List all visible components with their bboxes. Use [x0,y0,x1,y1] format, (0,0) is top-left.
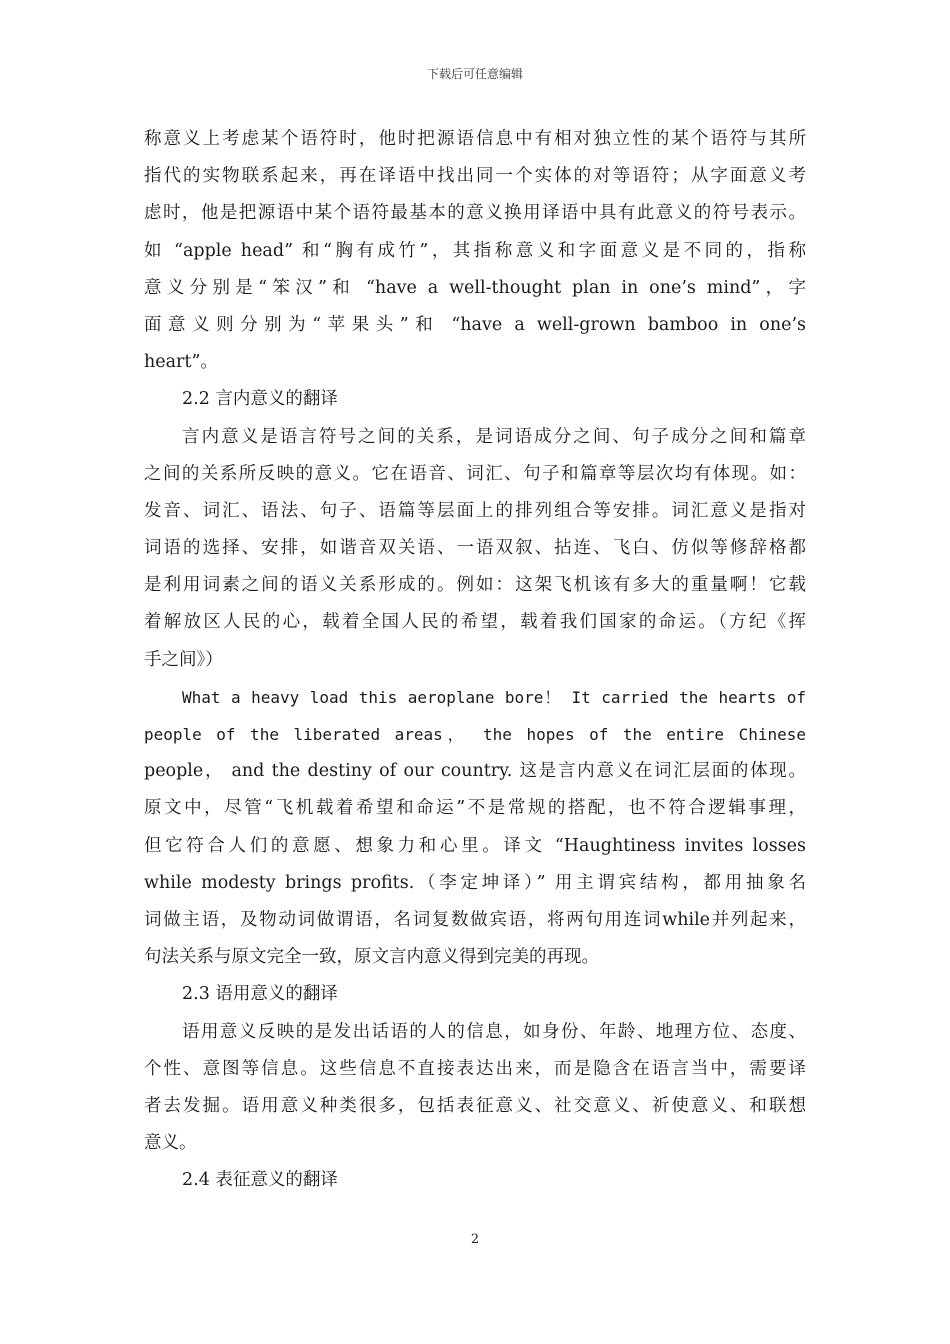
body-line: 发音、词汇、语法、句子、语篇等层面上的排列组合等安排。词汇意义是指对 [144,500,806,521]
body-line: 句法关系与原文完全一致，原文言内意义得到完美的再现。 [144,947,599,968]
paragraph-first-line: 言内意义是语言符号之间的关系，是词语成分之间、句子成分之间和篇章 [182,426,806,447]
body-line: 面意义则分别为“苹果头”和 “have a well-grown bamboo in one’s [144,314,806,335]
body-line: people， and the destiny of our country. 这是言内意义在词汇层面的体现。 [144,761,806,782]
body-line: 是利用词素之间的语义关系形成的。例如：这架飞机该有多大的重量啊！它载 [144,575,806,596]
section-heading-2-4: 2.4 表征意义的翻译 [182,1170,338,1191]
header-note: 下载后可任意编辑 [426,67,523,81]
body-line: 虑时，他是把源语中某个语符最基本的意义换用译语中具有此意义的符号表示。 [144,203,806,224]
body-line: 手之间》） [144,649,223,670]
body-line: 者去发掘。语用意义种类很多，包括表征意义、社交意义、祈使意义、和联想 [144,1095,806,1116]
section-heading-2-3: 2.3 语用意义的翻译 [182,984,338,1005]
page-number: 2 [470,1232,480,1247]
body-line: 词语的选择、安排，如谐音双关语、一语双叙、拈连、飞白、仿似等修辞格都 [144,538,806,559]
body-line: 称意义上考虑某个语符时，他时把源语信息中有相对独立性的某个语符与其所 [144,129,806,149]
body-line: 着解放区人民的心，载着全国人民的希望，载着我们国家的命运。（方纪《挥 [144,612,806,633]
body-line: 如 “apple head” 和“胸有成竹”，其指称意义和字面意义是不同的，指称 [144,240,806,261]
body-line: 意义分别是“笨汉”和 “have a well-thought plan in one’s mind”，字 [144,277,806,298]
body-line: heart”。 [144,352,218,373]
body-line: while modesty brings profits.（李定坤译）” 用主谓宾结构，都用抽象名 [144,872,806,893]
section-heading-2-2: 2.2 言内意义的翻译 [182,389,338,410]
document-body [144,121,806,1199]
paragraph-first-line: 语用意义反映的是发出话语的人的信息，如身份、年龄、地理方位、态度、 [182,1021,806,1042]
body-line: 之间的关系所反映的意义。它在语音、词汇、句子和篇章等层次均有体现。如： [144,463,806,484]
body-line: 但它符合人们的意愿、想象力和心里。译文 “Haughtiness invites losses [144,835,806,856]
body-line: 个性、意图等信息。这些信息不直接表达出来，而是隐含在语言当中，需要译 [144,1058,806,1079]
english-translation-line: people of the liberated areas， the hopes of the entire Chinese [144,725,806,744]
english-translation-line: What a heavy load this aeroplane bore！ It carried the hearts of [182,687,806,707]
body-line: 指代的实物联系起来，再在译语中找出同一个实体的对等语符；从字面意义考 [144,166,806,187]
body-line: 意义。 [144,1133,197,1154]
body-line: 原文中，尽管“飞机载着希望和命运”不是常规的搭配，也不符合逻辑事理， [144,798,806,819]
body-line: 词做主语，及物动词做谓语，名词复数做宾语，将两句用连词while并列起来， [144,909,806,930]
